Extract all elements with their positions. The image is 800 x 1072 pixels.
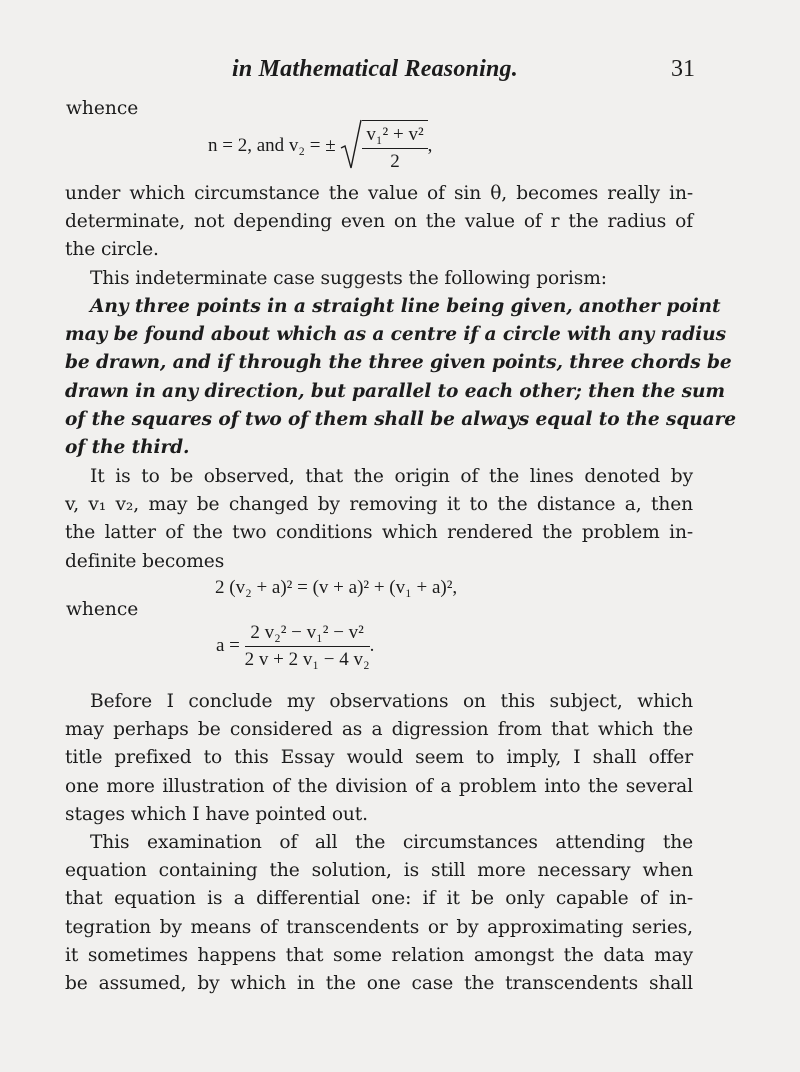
running-title: in Mathematical Reasoning. xyxy=(232,56,518,82)
text-line: It is to be observed, that the origin of the lines denoted by xyxy=(90,466,693,487)
porism-statement xyxy=(65,293,737,462)
text-line: be assumed, by which in the one case the transcendents shall xyxy=(65,973,693,995)
text-line: the latter of the two conditions which rendered the problem in- xyxy=(65,522,693,544)
text-line: may perhaps be considered as a digression from that which the xyxy=(65,719,693,741)
formula-a-period: . xyxy=(369,634,375,656)
text-line: This indeterminate case suggests the following porism: xyxy=(90,268,607,289)
text-line: Before I conclude my observations on this subject, which xyxy=(90,691,693,712)
text-line: definite becomes xyxy=(65,550,225,572)
text-line: Any three points in a straight line being given, another point xyxy=(90,296,721,317)
paragraph-origin xyxy=(65,463,693,576)
text-line: v, v₁ v₂, may be changed by removing it to the distance a, then xyxy=(65,494,693,516)
paragraph-conclude xyxy=(65,688,693,829)
text-line: drawn in any direction, but parallel to each other; then the sum xyxy=(65,380,725,402)
formula-v2-lhs: n = 2, and v₂ = ± xyxy=(208,134,341,156)
square-root xyxy=(340,120,427,173)
formula-a-denominator: 2 v + 2 v₁ − 4 v₂ xyxy=(244,649,370,670)
formula-v2-numerator: v₁² + v² xyxy=(362,124,427,149)
text-line: of the squares of two of them shall be always equal to the square xyxy=(65,408,737,430)
formula-a-numerator: 2 v₂² − v₁² − v² xyxy=(245,622,370,647)
text-line: This examination of all the circumstances attending the xyxy=(90,832,693,853)
radical-sign-icon xyxy=(340,118,362,172)
formula-a xyxy=(216,622,374,671)
text-line: one more illustration of the division of a problem into the several xyxy=(65,775,693,797)
paragraph-indeterminate xyxy=(65,180,693,265)
text-line: that equation is a differential one: if it be only capable of in- xyxy=(65,888,693,910)
formula-a-lhs: a = xyxy=(216,634,245,656)
text-line: be drawn, and if through the three given points, three chords be xyxy=(65,352,732,374)
formula-v2-sqrt xyxy=(208,120,432,173)
text-line: title prefixed to this Essay would seem to imply, I shall offer xyxy=(65,747,693,769)
formula-v2-denominator: 2 xyxy=(390,151,400,172)
page-header xyxy=(0,56,800,84)
text-line: the circle. xyxy=(65,239,159,261)
text-line: tegration by means of transcendents or by approximating series, xyxy=(65,916,693,938)
whence-label-1: whence xyxy=(66,98,139,119)
text-line: equation containing the solution, is still more necessary when xyxy=(65,860,693,882)
whence-label-2: whence xyxy=(66,599,139,620)
text-line: may be found about which as a centre if a circle with any radius xyxy=(65,324,726,346)
text-line: stages which I have pointed out. xyxy=(65,803,368,825)
text-line: it sometimes happens that some relation amongst the data may xyxy=(65,944,693,966)
formula-condition: 2 (v₂ + a)² = (v + a)² + (v₁ + a)², xyxy=(215,577,458,598)
text-line: of the third. xyxy=(65,437,190,459)
text-line: determinate, not depending even on the value of r the radius of xyxy=(65,211,693,233)
paragraph-examination xyxy=(65,829,693,998)
page-number: 31 xyxy=(671,56,695,82)
text-line: under which circumstance the value of sin θ, becomes really in- xyxy=(65,183,693,204)
formula-v2-comma: , xyxy=(427,134,433,156)
paragraph-porism-intro xyxy=(90,265,693,293)
